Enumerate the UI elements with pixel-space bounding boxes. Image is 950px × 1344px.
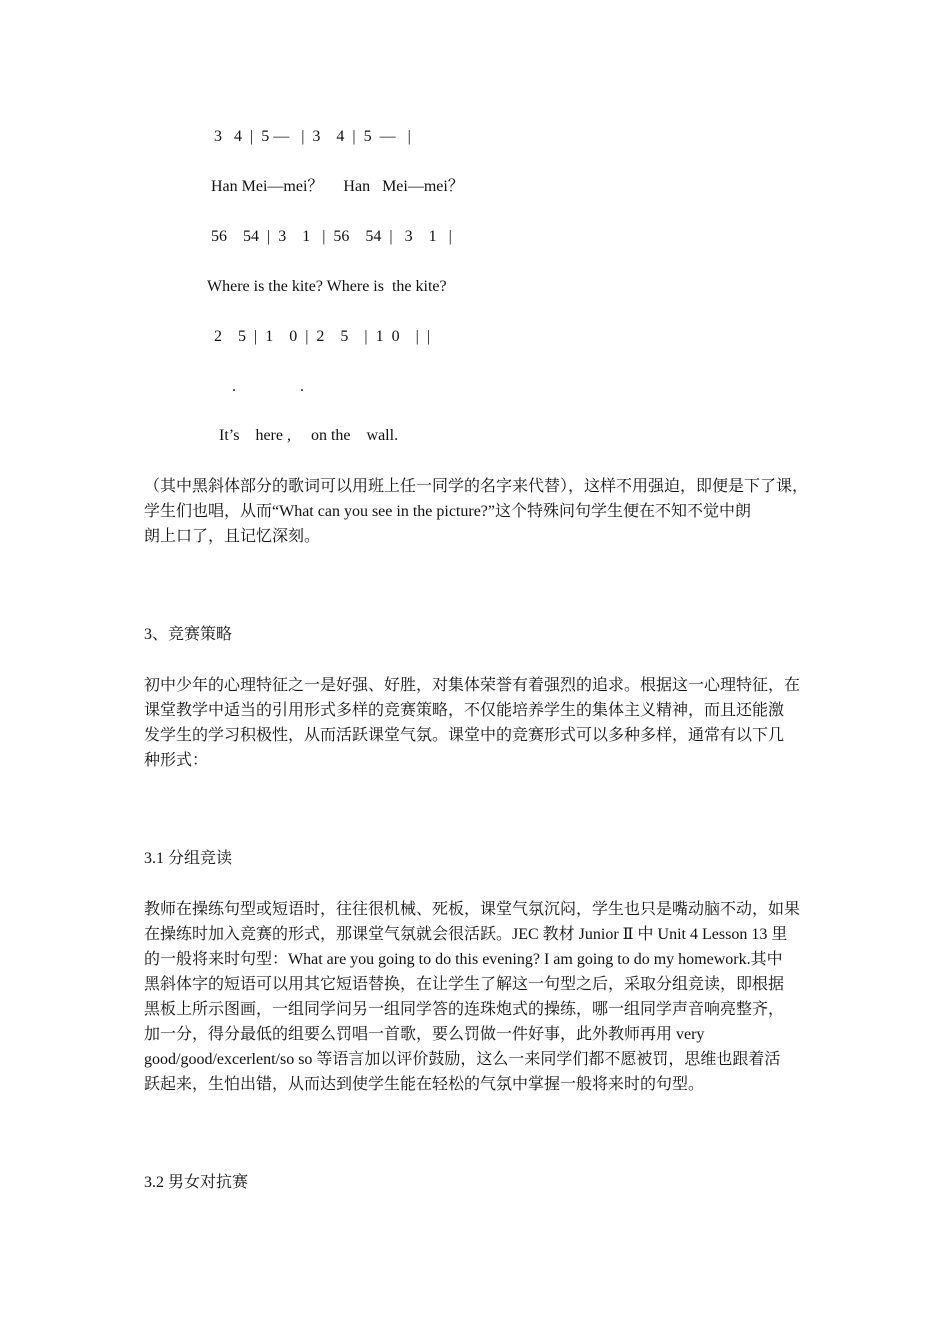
- paragraph-line: （其中黑斜体部分的歌词可以用班上任一同学的名字来代替），这样不用强迫，即便是下了课，: [144, 478, 809, 495]
- song-notation-dots: . .: [232, 378, 304, 395]
- paragraph-line: good/good/excerlent/so so 等语言加以评价鼓励，这么一来同学们都不愿被罚，思维也跟着活: [144, 1051, 781, 1068]
- song-notation-line-3: 2 5 | 1 0 | 2 5 | 1 0 | |: [214, 328, 431, 345]
- paragraph-line: 教师在操练句型或短语时，往往很机械、死板，课堂气氛沉闷，学生也只是嘴动脑不动，如果: [144, 901, 801, 918]
- song-explanation-paragraph: [144, 474, 808, 549]
- paragraph-line: 种形式：: [144, 752, 209, 769]
- paragraph-line: 课堂教学中适当的引用形式多样的竞赛策略，不仅能培养学生的集体主义精神，而且还能激: [144, 702, 785, 719]
- section-3-1-paragraph: [144, 897, 808, 1097]
- paragraph-line: 朗上口了，且记忆深刻。: [144, 528, 321, 545]
- song-lyric-line-3: It’s here , on the wall.: [219, 427, 399, 444]
- section-heading-3-1: 3.1 分组竞读: [144, 850, 233, 867]
- paragraph-line: 加一分，得分最低的组要么罚唱一首歌，要么罚做一件好事，此外教师再用 very: [144, 1026, 705, 1043]
- paragraph-line: 跃起来，生怕出错，从而达到使学生能在轻松的气氛中掌握一般将来时的句型。: [144, 1076, 705, 1093]
- paragraph-line: 在操练时加入竞赛的形式，那课堂气氛就会很活跃。JEC 教材 Junior Ⅱ 中 Unit 4 Lesson 13 里: [144, 926, 788, 943]
- paragraph-line: 初中少年的心理特征之一是好强、好胜，对集体荣誉有着强烈的追求。根据这一心理特征，在: [144, 677, 801, 694]
- song-lyric-line-1: Han Mei—mei？ Han Mei—mei？: [211, 178, 464, 195]
- section-heading-3-2: 3.2 男女对抗赛: [144, 1174, 249, 1191]
- paragraph-line: 黑斜体字的短语可以用其它短语替换，在让学生了解这一句型之后，采取分组竞读，即根据: [144, 976, 785, 993]
- paragraph-line: 的一般将来时句型：What are you going to do this evening? I am going to do my homework.其中: [144, 951, 783, 968]
- song-lyric-line-2: Where is the kite? Where is the kite?: [207, 278, 447, 295]
- paragraph-line: 黑板上所示图画，一组同学问另一组同学答的连珠炮式的操练，哪一组同学声音响亮整齐，: [144, 1001, 785, 1018]
- section-heading-3: 3、竞赛策略: [144, 626, 233, 643]
- paragraph-line: 学生们也唱，从而“What can you see in the picture?”这个特殊问句学生便在不知不觉中朗: [144, 503, 752, 520]
- paragraph-line: 发学生的学习积极性，从而活跃课堂气氛。课堂中的竞赛形式可以多种多样，通常有以下几: [144, 727, 785, 744]
- song-notation-line-2: 56 54 | 3 1 | 56 54 | 3 1 |: [211, 228, 452, 245]
- section-3-paragraph: [144, 673, 808, 773]
- song-notation-line-1: 3 4 | 5 — | 3 4 | 5 — |: [214, 128, 411, 145]
